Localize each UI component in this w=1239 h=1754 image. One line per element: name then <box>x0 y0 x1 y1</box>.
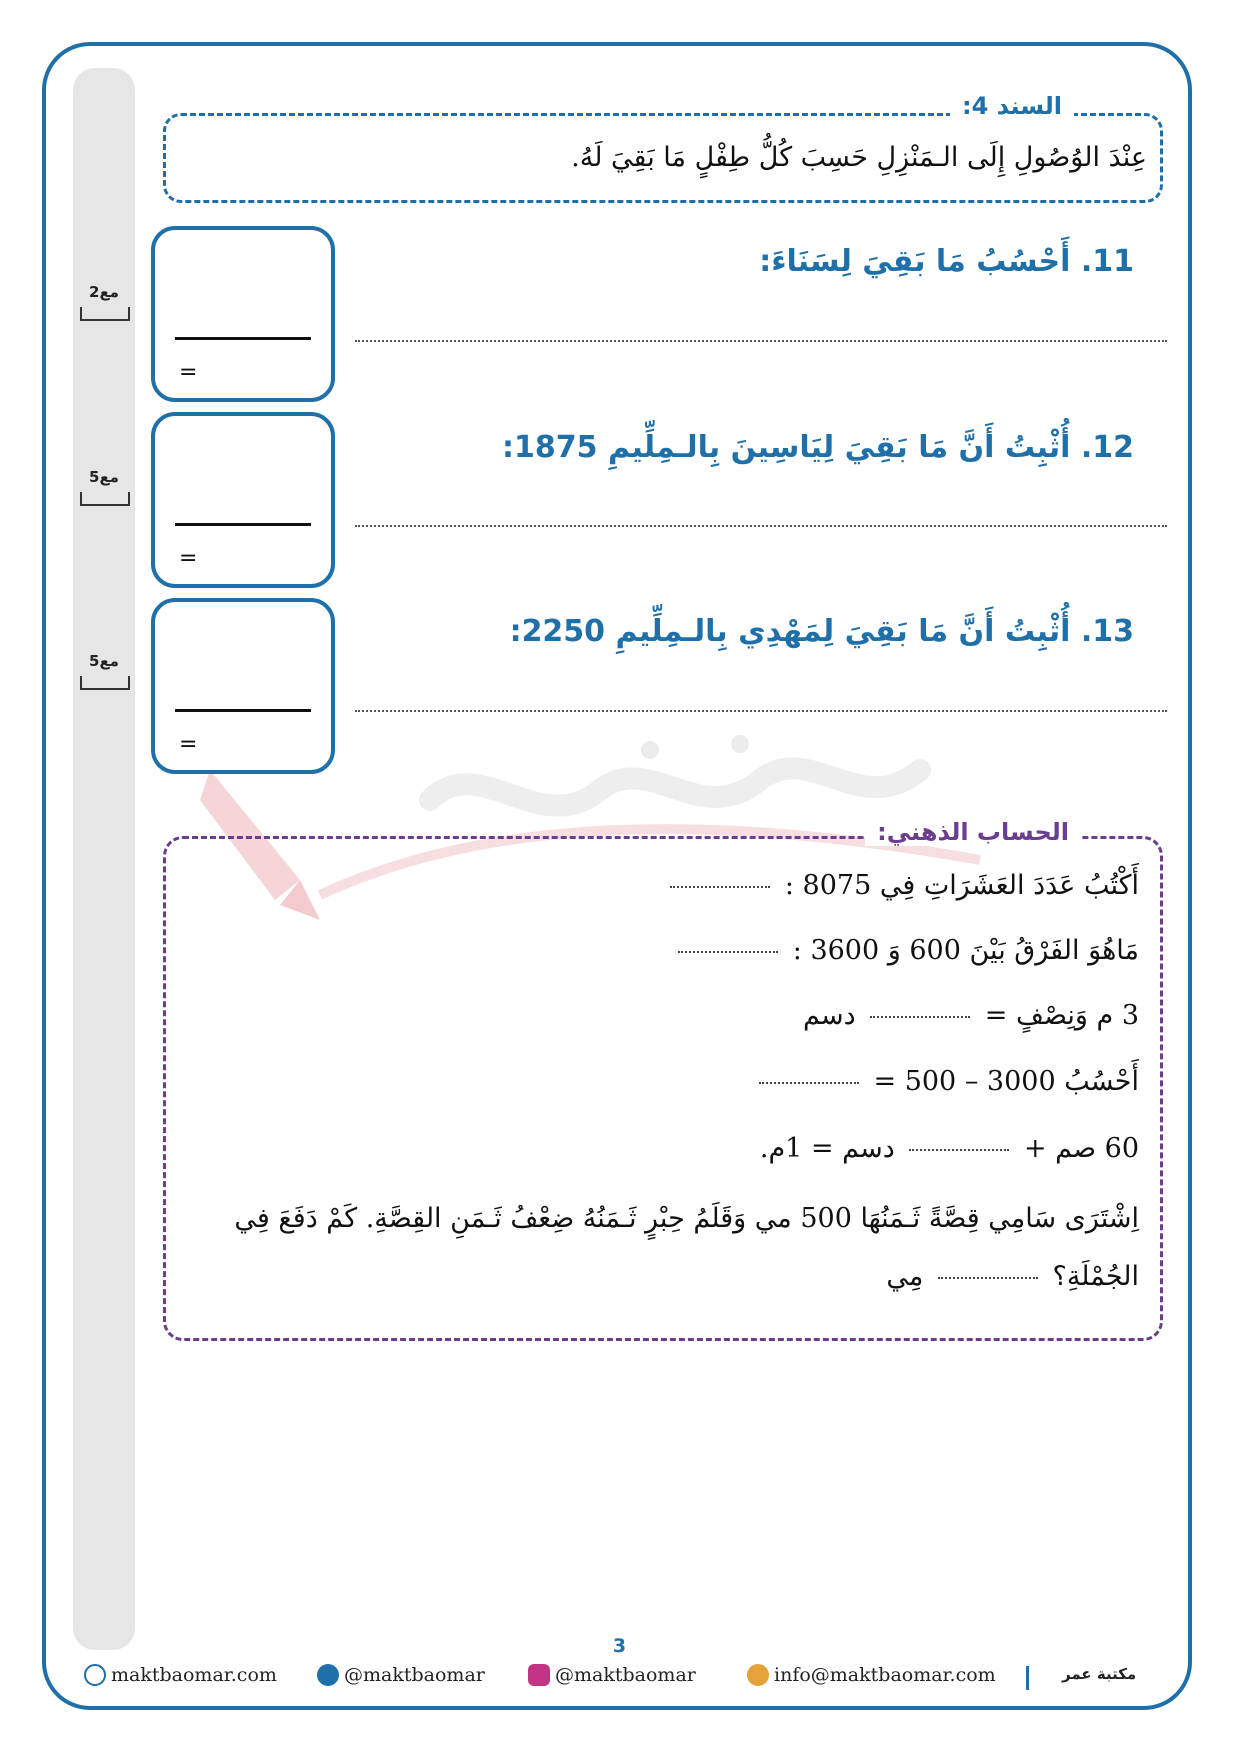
mental-item-text: اِشْتَرَى سَامِي قِصَّةً ثَـمَنُهَا 500 مي وَقَلَمُ حِبْرٍ ثَـمَنُهُ ضِعْفُ ثَـمَنِ القِصَّةِ. كَمْ دَفَعَ فِي الجُمْلَةِ؟ <box>234 1203 1139 1292</box>
footer-facebook-text: @maktbaomar <box>344 1664 485 1686</box>
mental-item-1 <box>664 870 1139 901</box>
mental-math-label: الحساب الذهني: <box>865 818 1081 846</box>
answer-box-12[interactable] <box>151 412 335 588</box>
mental-item-text: مَاهُوَ الفَرْقُ بَيْنَ 600 وَ 3600 : <box>792 935 1139 966</box>
grade-mark-box <box>80 307 130 321</box>
answer-box-13[interactable] <box>151 598 335 774</box>
equals-sign: = <box>179 360 198 385</box>
grade-mark-label: مع5 <box>89 468 119 486</box>
footer-logo: مكتبة عمر <box>1062 1665 1137 1683</box>
mental-item-2 <box>672 935 1139 966</box>
footer-instagram-text: @maktbaomar <box>555 1664 696 1686</box>
footer-website-text: maktbaomar.com <box>111 1664 277 1686</box>
sanad-label: السند 4: <box>950 92 1074 120</box>
grade-mark-box <box>80 676 130 690</box>
mental-item-unit: مِي <box>886 1261 924 1292</box>
fill-blank[interactable] <box>870 1015 970 1018</box>
mental-item-6 <box>174 1190 1139 1306</box>
sanad-text: عِنْدَ الوُصُولِ إِلَى الـمَنْزِلِ حَسِبَ كُلُّ طِفْلٍ مَا بَقِيَ لَهُ. <box>571 142 1147 173</box>
answer-box-line <box>175 337 311 340</box>
fill-blank[interactable] <box>759 1081 859 1084</box>
grade-mark-box <box>80 492 130 506</box>
mental-item-text: 60 صم + <box>1023 1133 1139 1164</box>
mental-item-3 <box>803 1000 1139 1031</box>
grade-mark-2 <box>80 468 128 506</box>
mental-item-unit: دسم = 1م. <box>759 1133 895 1164</box>
footer-instagram[interactable] <box>528 1664 696 1686</box>
answer-line-13[interactable] <box>355 710 1167 712</box>
footer-email[interactable] <box>747 1664 996 1686</box>
fill-blank[interactable] <box>678 950 778 953</box>
mental-item-text: 3 م وَنِصْفٍ = <box>984 1000 1139 1031</box>
mental-item-unit: دسم <box>802 1000 856 1031</box>
grade-mark-1 <box>80 283 128 321</box>
globe-icon <box>84 1664 106 1686</box>
footer-divider <box>1026 1666 1029 1690</box>
question-11: 11. أَحْسُبُ مَا بَقِيَ لِسَنَاءَ: <box>759 244 1134 279</box>
footer-facebook[interactable] <box>317 1664 485 1686</box>
answer-line-12[interactable] <box>355 525 1167 527</box>
facebook-icon <box>317 1664 339 1686</box>
question-12: 12. أُثْبِتُ أَنَّ مَا بَقِيَ لِيَاسِينَ بِالـمِلِّيمِ 1875: <box>502 430 1134 465</box>
mental-item-text: أَحْسُبُ 3000 – 500 = <box>873 1066 1139 1097</box>
footer-email-text: info@maktbaomar.com <box>774 1664 996 1686</box>
fill-blank[interactable] <box>670 885 770 888</box>
instagram-icon <box>528 1664 550 1686</box>
answer-box-line <box>175 523 311 526</box>
email-icon <box>747 1664 769 1686</box>
fill-blank[interactable] <box>938 1276 1038 1279</box>
answer-line-11[interactable] <box>355 340 1167 342</box>
question-13: 13. أُثْبِتُ أَنَّ مَا بَقِيَ لِمَهْدِي بِالـمِلِّيمِ 2250: <box>509 614 1134 649</box>
mental-item-4 <box>753 1066 1139 1097</box>
mental-item-text: أَكْتُبُ عَدَدَ العَشَرَاتِ فِي 8075 : <box>784 870 1139 901</box>
answer-box-line <box>175 709 311 712</box>
page-number: 3 <box>612 1635 627 1657</box>
grade-mark-label: مع2 <box>89 283 119 301</box>
answer-box-11[interactable] <box>151 226 335 402</box>
mental-item-5 <box>760 1133 1139 1164</box>
grade-mark-label: مع5 <box>89 652 119 670</box>
equals-sign: = <box>179 732 198 757</box>
equals-sign: = <box>179 546 198 571</box>
footer-website[interactable] <box>84 1664 277 1686</box>
grade-mark-3 <box>80 652 128 690</box>
fill-blank[interactable] <box>909 1148 1009 1151</box>
footer <box>0 1664 1239 1694</box>
